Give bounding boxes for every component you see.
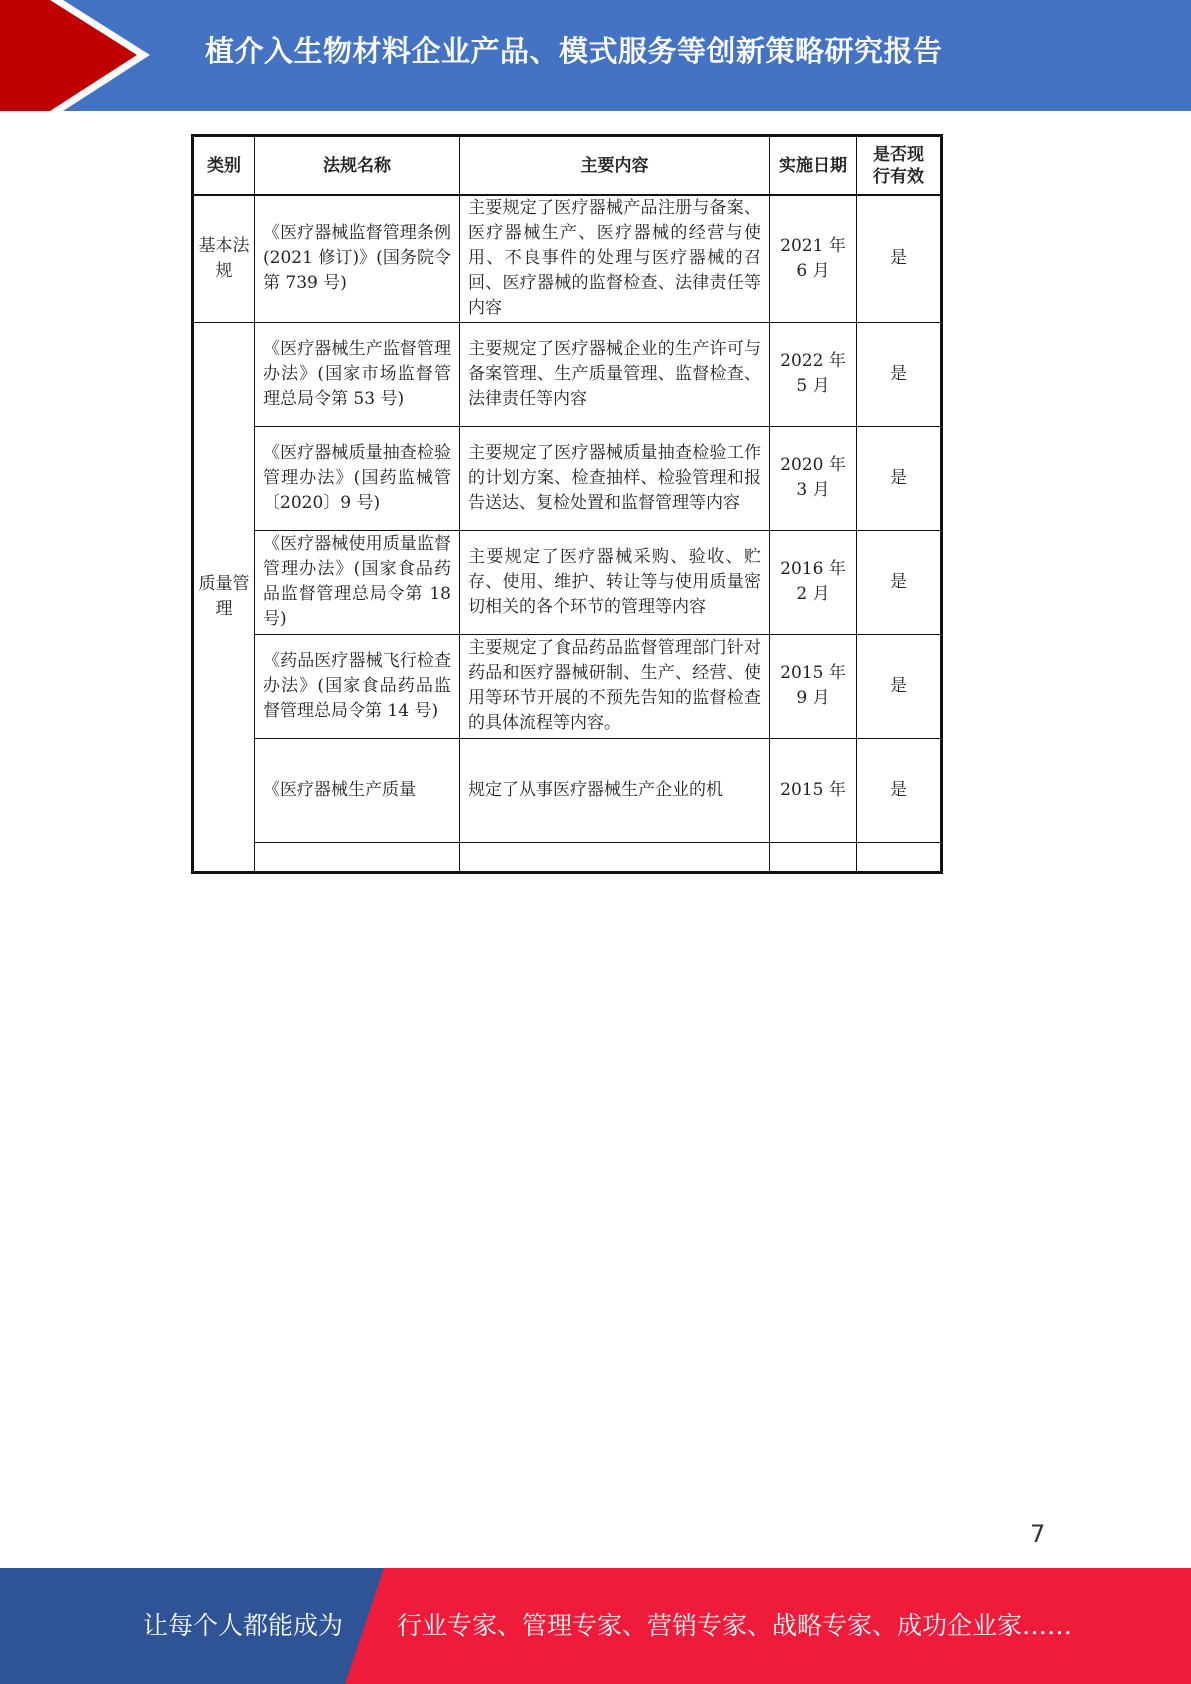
date-cell: 2020 年 3 月 xyxy=(770,426,857,530)
regulation-name-cell: 《医疗器械使用质量监督管理办法》(国家食品药品监督管理总局令第 18 号) xyxy=(255,530,460,634)
table-row xyxy=(193,195,942,322)
column-header-date: 实施日期 xyxy=(770,136,857,196)
content-cell xyxy=(460,842,770,872)
regulation-name-cell xyxy=(255,842,460,872)
category-cell: 质量管理 xyxy=(193,322,255,872)
valid-cell: 是 xyxy=(857,195,942,322)
content-cell: 主要规定了医疗器械企业的生产许可与备案管理、生产质量管理、监督检查、法律责任等内容 xyxy=(460,322,770,426)
date-cell: 2015 年 xyxy=(770,738,857,842)
date-cell: 2015 年 9 月 xyxy=(770,634,857,738)
table-row xyxy=(193,530,942,634)
table-row xyxy=(193,842,942,872)
content-cell: 主要规定了医疗器械产品注册与备案、医疗器械生产、医疗器械的经营与使用、不良事件的处理与医疗器械的召回、医疗器械的监督检查、法律责任等内容 xyxy=(460,195,770,322)
date-cell: 2021 年 6 月 xyxy=(770,195,857,322)
regulation-name-cell: 《医疗器械监督管理条例(2021 修订)》(国务院令第 739 号) xyxy=(255,195,460,322)
column-header-valid: 是否现行有效 xyxy=(857,136,942,196)
valid-cell: 是 xyxy=(857,634,942,738)
content-cell: 主要规定了医疗器械采购、验收、贮存、使用、维护、转让等与使用质量密切相关的各个环节的管理等内容 xyxy=(460,530,770,634)
chevron-arrow-icon xyxy=(0,0,160,111)
header-band xyxy=(0,0,1191,111)
footer-slogan-left: 让每个人都能成为 xyxy=(143,1611,344,1640)
valid-cell: 是 xyxy=(857,426,942,530)
table-row xyxy=(193,738,942,842)
valid-cell: 是 xyxy=(857,530,942,634)
report-title: 植介入生物材料企业产品、模式服务等创新策略研究报告 xyxy=(205,34,943,68)
table-row xyxy=(193,634,942,738)
footer-slogan-right: 行业专家、管理专家、营销专家、战略专家、成功企业家…… xyxy=(397,1611,1073,1640)
regulation-name-cell: 《医疗器械质量抽查检验管理办法》(国药监械管〔2020〕9 号) xyxy=(255,426,460,530)
regulation-name-cell: 《药品医疗器械飞行检查办法》(国家食品药品监督管理总局令第 14 号) xyxy=(255,634,460,738)
column-header-category: 类别 xyxy=(193,136,255,196)
table-row xyxy=(193,426,942,530)
footer-band xyxy=(0,1568,1191,1684)
category-cell: 基本法规 xyxy=(193,195,255,322)
content-cell: 主要规定了医疗器械质量抽查检验工作的计划方案、检查抽样、检验管理和报告送达、复检处置和监督管理等内容 xyxy=(460,426,770,530)
table-row xyxy=(193,322,942,426)
regulations-table xyxy=(191,134,943,874)
regulation-name-cell: 《医疗器械生产监督管理办法》(国家市场监督管理总局令第 53 号) xyxy=(255,322,460,426)
date-cell: 2022 年 5 月 xyxy=(770,322,857,426)
date-cell xyxy=(770,842,857,872)
page-number: 7 xyxy=(1030,1520,1046,1548)
column-header-name: 法规名称 xyxy=(255,136,460,196)
valid-cell: 是 xyxy=(857,322,942,426)
content-cell: 主要规定了食品药品监督管理部门针对药品和医疗器械研制、生产、经营、使用等环节开展的不预先告知的监督检查的具体流程等内容。 xyxy=(460,634,770,738)
valid-cell xyxy=(857,842,942,872)
valid-cell: 是 xyxy=(857,738,942,842)
date-cell: 2016 年 2 月 xyxy=(770,530,857,634)
column-header-content: 主要内容 xyxy=(460,136,770,196)
table-header-row xyxy=(193,136,942,196)
regulation-name-cell: 《医疗器械生产质量 xyxy=(255,738,460,842)
content-cell: 规定了从事医疗器械生产企业的机 xyxy=(460,738,770,842)
